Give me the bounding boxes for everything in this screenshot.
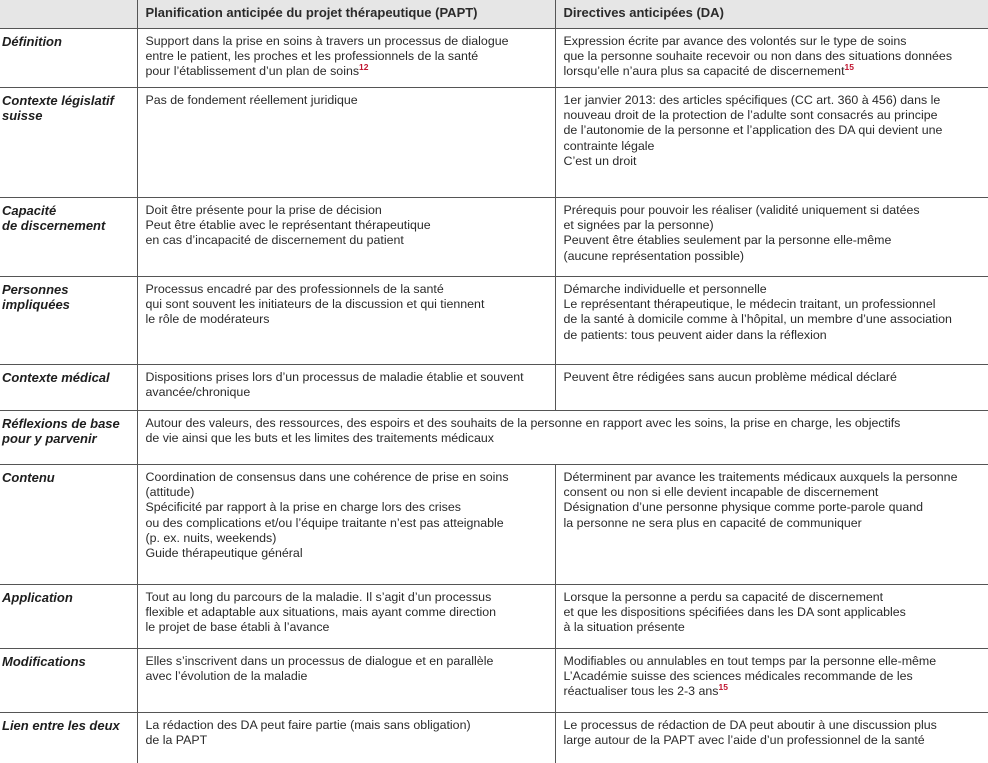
text-line: entre le patient, les proches et les professionnels de la santé [146,49,547,64]
text-line: Guide thérapeutique général [146,546,547,561]
text-line: que la personne souhaite recevoir ou non dans des situations données [564,49,981,64]
text-line: Lorsque la personne a perdu sa capacité de discernement [564,590,981,605]
text-line: C’est un droit [564,154,981,169]
row-label-text: Modifications [2,654,86,669]
text-line: 1er janvier 2013: des articles spécifiques (CC art. 360 à 456) dans le [564,93,981,108]
cell-papt [137,277,555,365]
table-row-contexte-legislatif [0,88,988,198]
text-line: flexible et adaptable aux situations, mais ayant comme direction [146,605,547,620]
header-da: Directives anticipées (DA) [555,0,988,29]
text-line: large autour de la PAPT avec l’aide d’un professionnel de la santé [564,733,981,748]
text-line: Peuvent être établies seulement par la personne elle-même [564,233,981,248]
text-line: nouveau droit de la protection de l’adulte sont consacrés au principe [564,108,981,123]
row-label [0,29,137,88]
row-label-text: Application [2,590,73,605]
cell-papt [137,713,555,763]
text-line: Spécificité par rapport à la prise en charge lors des crises [146,500,547,515]
text-line-content: pour l’établissement d’un plan de soins [146,64,360,78]
table-row-modifications [0,649,988,713]
cell-papt [137,465,555,585]
reference-marker[interactable]: 15 [845,62,854,72]
row-label [0,411,137,465]
text-line-content: lorsqu’elle n’aura plus sa capacité de discernement [564,64,845,78]
text-line: Peuvent être rédigées sans aucun problème médical déclaré [564,370,981,385]
cell-papt [137,585,555,649]
row-label-text: Lien entre les deux [2,718,120,733]
row-label-text: Contexte médical [2,370,110,385]
cell-da [555,198,988,277]
row-label [0,465,137,585]
row-label-text: Contexte législatif [2,93,129,108]
text-line: qui sont souvent les initiateurs de la discussion et qui tiennent [146,297,547,312]
text-line: le rôle de modérateurs [146,312,547,327]
header-row [0,0,988,29]
text-line: ou des complications et/ou l’équipe traitante n’est pas atteignable [146,516,547,531]
text-line: La rédaction des DA peut faire partie (mais sans obligation) [146,718,547,733]
text-line: Tout au long du parcours de la maladie. Il s’agit d’un processus [146,590,547,605]
cell-da [555,365,988,411]
cell-papt [137,649,555,713]
row-label-text: de discernement [2,218,129,233]
text-line [564,64,981,79]
text-line: Dispositions prises lors d’un processus de maladie établie et souvent [146,370,547,385]
text-line: Peut être établie avec le représentant thérapeutique [146,218,547,233]
text-line: de patients: tous peuvent aider dans la réflexion [564,328,981,343]
text-line: contrainte légale [564,139,981,154]
row-label-text: Contenu [2,470,55,485]
text-line [564,684,981,699]
text-line: la personne ne sera plus en capacité de communiquer [564,516,981,531]
table-row-contexte-medical [0,365,988,411]
text-line: Le processus de rédaction de DA peut aboutir à une discussion plus [564,718,981,733]
text-line: consent ou non si elle devient incapable de discernement [564,485,981,500]
row-label-text: Définition [2,34,62,49]
row-label-text: impliquées [2,297,129,312]
text-line-content: réactualiser tous les 2-3 ans [564,684,719,698]
cell-papt [137,88,555,198]
cell-papt [137,365,555,411]
text-line: (aucune représentation possible) [564,249,981,264]
text-line: Modifiables ou annulables en tout temps par la personne elle-même [564,654,981,669]
row-label [0,649,137,713]
text-line: Le représentant thérapeutique, le médecin traitant, un professionnel [564,297,981,312]
table-row-lien [0,713,988,763]
text-line: Processus encadré par des professionnels de la santé [146,282,547,297]
row-label-text: Réflexions de base [2,416,129,431]
text-line: Autour des valeurs, des ressources, des espoirs et des souhaits de la personne en rapport avec les soins, la prise en charge, les objectifs [146,416,981,431]
cell-da [555,465,988,585]
cell-da [555,649,988,713]
cell-da [555,88,988,198]
header-papt: Planification anticipée du projet thérapeutique (PAPT) [137,0,555,29]
table-row-personnes [0,277,988,365]
cell-da [555,29,988,88]
table-row-contenu [0,465,988,585]
cell-papt [137,198,555,277]
cell-da [555,277,988,365]
text-line: Doit être présente pour la prise de décision [146,203,547,218]
row-label [0,277,137,365]
text-line: Déterminent par avance les traitements médicaux auxquels la personne [564,470,981,485]
cell-papt [137,29,555,88]
row-label-text: Personnes [2,282,129,297]
text-line: le projet de base établi à l’avance [146,620,547,635]
reference-marker[interactable]: 15 [718,682,727,692]
text-line: L’Académie suisse des sciences médicales recommande de les [564,669,981,684]
text-line: et que les dispositions spécifiées dans les DA sont applicables [564,605,981,620]
row-label [0,365,137,411]
text-line: Support dans la prise en soins à travers un processus de dialogue [146,34,547,49]
text-line: Coordination de consensus dans une cohérence de prise en soins [146,470,547,485]
cell-da [555,713,988,763]
text-line: de vie ainsi que les buts et les limites des traitements médicaux [146,431,981,446]
reference-marker[interactable]: 12 [359,62,368,72]
text-line: Prérequis pour pouvoir les réaliser (validité uniquement si datées [564,203,981,218]
text-line: Elles s’inscrivent dans un processus de dialogue et en parallèle [146,654,547,669]
row-label [0,713,137,763]
table-row-application [0,585,988,649]
text-line: avancée/chronique [146,385,547,400]
text-line: Pas de fondement réellement juridique [146,93,547,108]
text-line: Désignation d’une personne physique comme porte-parole quand [564,500,981,515]
cell-da [555,585,988,649]
row-label [0,88,137,198]
row-label-text: suisse [2,108,129,123]
text-line [146,64,547,79]
table-row-reflexions [0,411,988,465]
text-line: de la santé à domicile comme à l’hôpital, un membre d’une association [564,312,981,327]
text-line: Démarche individuelle et personnelle [564,282,981,297]
table-row-definition [0,29,988,88]
table-row-capacite [0,198,988,277]
row-label-text: Capacité [2,203,129,218]
text-line: avec l’évolution de la maladie [146,669,547,684]
row-label-text: pour y parvenir [2,431,129,446]
text-line: de la PAPT [146,733,547,748]
row-label [0,198,137,277]
text-line: Expression écrite par avance des volontés sur le type de soins [564,34,981,49]
row-label [0,585,137,649]
text-line: (p. ex. nuits, weekends) [146,531,547,546]
text-line: et signées par la personne) [564,218,981,233]
cell-shared [137,411,988,465]
text-line: en cas d’incapacité de discernement du patient [146,233,547,248]
text-line: de l’autonomie de la personne et l’application des DA qui devient une [564,123,981,138]
text-line: (attitude) [146,485,547,500]
text-line: à la situation présente [564,620,981,635]
header-blank-cell [0,0,137,29]
